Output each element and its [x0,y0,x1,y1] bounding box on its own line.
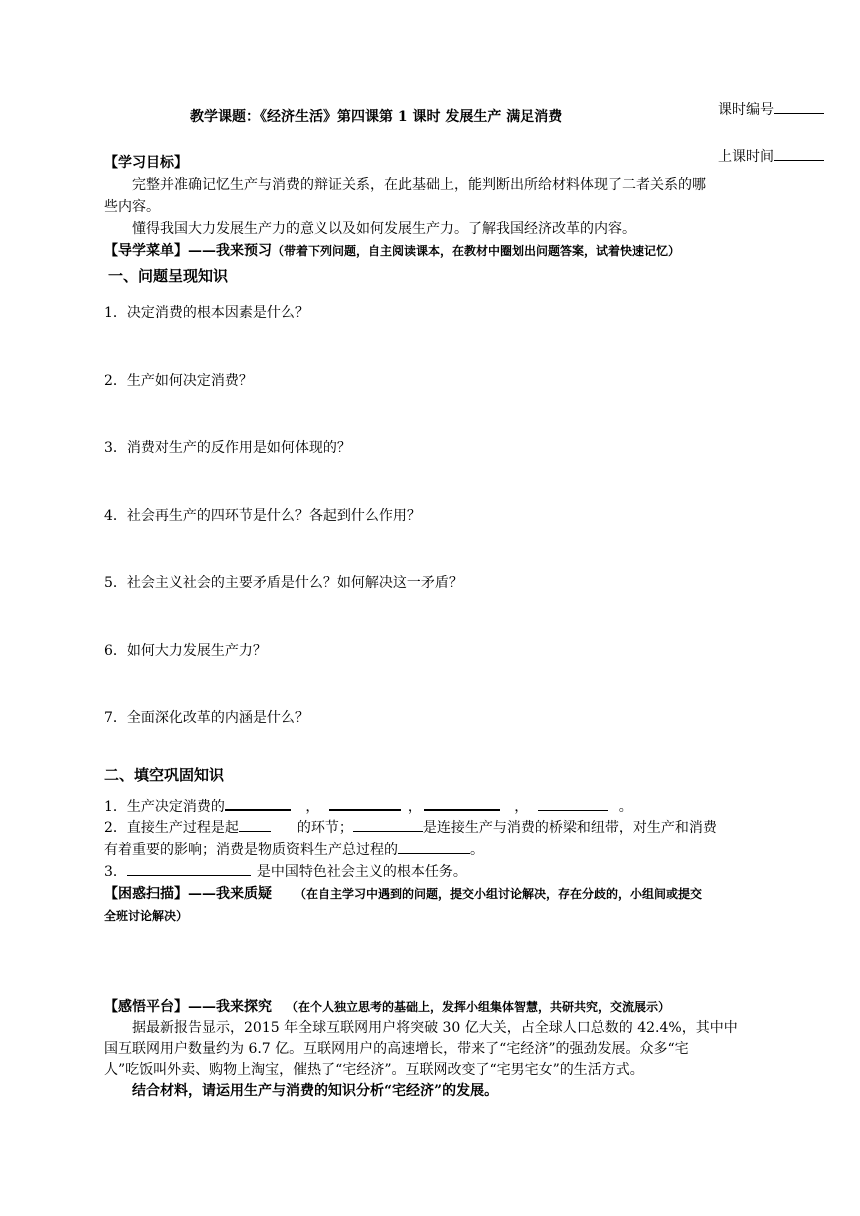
fill-in-3-blank[interactable] [127,861,251,876]
question-2: 2．生产如何决定消费？ [104,373,253,389]
fill-in-2-line-2 [104,839,484,859]
question-5: 5．社会主义社会的主要矛盾是什么？如何解决这一矛盾？ [104,575,463,591]
fill-in-2-blank-2[interactable] [353,817,423,832]
fill-in-1-prefix: 1．生产决定消费的 [104,799,225,815]
doubts-note-line-1: （在自主学习中遇到的问题，提交小组讨论解决，存在分歧的，小组间或提交 [294,887,703,901]
fill-in-3 [104,861,467,881]
fill-in-2-end: 。 [470,842,484,858]
objectives-paragraph-1-line-1: 完整并准确记忆生产与消费的辩证关系，在此基础上，能判断出所给材料体现了二者关系的哪 [132,177,706,193]
fill-in-3-prefix: 3． [104,864,127,880]
fill-in-2-text-a: 2．直接生产过程是起 [104,820,239,836]
guide-header [104,240,680,260]
question-7: 7．全面深化改革的内涵是什么？ [104,710,309,726]
insight-heading: 【感悟平台】——我来探究 [104,999,272,1015]
fill-in-1 [104,795,633,816]
fill-in-1-separator: ， [305,799,320,815]
section-2-heading: 二、填空巩固知识 [104,766,225,784]
objectives-heading: 【学习目标】 [104,155,188,171]
page-title: 教学课题：《经济生活》第四课第 1 课时 发展生产 满足消费 [190,109,563,125]
material-line-3: 人”吃饭叫外卖、购物上淘宝，催热了“宅经济”。互联网改变了“宅男宅女”的生活方式。 [104,1062,644,1078]
doubts-header [104,883,702,903]
lesson-time-field [718,146,824,166]
guide-note: （带着下列问题，自主阅读课本，在教材中圈划出问题答案，试着快速记忆） [272,244,681,258]
doubts-note-line-2: 全班讨论解决） [104,909,189,923]
fill-in-1-separator: ， [407,799,422,815]
fill-in-2-blank-1[interactable] [239,817,271,832]
lesson-number-blank[interactable] [774,99,824,114]
material-line-1: 据最新报告显示，2015 年全球互联网用户将突破 30 亿大关，占全球人口总数的 42.4%，其中中 [132,1020,738,1036]
objectives-paragraph-2: 懂得我国大力发展生产力的意义以及如何发展生产力。了解我国经济改革的内容。 [132,221,636,237]
fill-in-1-separator: ， [514,799,529,815]
fill-in-1-blank-4[interactable] [538,796,608,811]
section-1-heading: 一、问题呈现知识 [108,267,229,285]
question-1: 1．决定消费的根本因素是什么？ [104,305,309,321]
objectives-paragraph-1-line-2: 些内容。 [104,199,160,215]
lesson-time-label: 上课时间 [718,149,774,165]
fill-in-2-line-1 [104,817,717,837]
fill-in-2-blank-3[interactable] [398,839,470,854]
guide-heading: 【导学菜单】——我来预习 [104,243,272,259]
lesson-number-field [718,99,824,119]
fill-in-3-suffix: 是中国特色社会主义的根本任务。 [256,864,467,880]
fill-in-1-blank-2[interactable] [329,795,401,811]
fill-in-2-text-d: 有着重要的影响；消费是物质资料生产总过程的 [104,842,398,858]
lesson-number-label: 课时编号 [718,102,774,118]
fill-in-1-blank-1[interactable] [225,795,291,811]
fill-in-2-text-b: 的环节； [296,820,353,836]
question-4: 4．社会再生产的四环节是什么？各起到什么作用？ [104,508,421,524]
lesson-time-blank[interactable] [774,146,824,161]
fill-in-1-end: 。 [618,799,633,815]
insight-note: （在个人独立思考的基础上，发挥小组集体智慧，共研共究，交流展示） [286,1000,671,1014]
insight-task: 结合材料，请运用生产与消费的知识分析“宅经济”的发展。 [132,1083,499,1099]
question-6: 6．如何大力发展生产力？ [104,643,267,659]
fill-in-2-text-c: 是连接生产与消费的桥梁和纽带，对生产和消费 [422,820,717,836]
insight-header [104,996,670,1016]
material-line-2: 国互联网用户数量约为 6.7 亿。互联网用户的高速增长，带来了“宅经济”的强劲发展。众多“宅 [104,1041,689,1057]
question-3: 3．消费对生产的反作用是如何体现的？ [104,440,351,456]
doubts-heading: 【困惑扫描】——我来质疑 [104,886,272,902]
fill-in-1-blank-3[interactable] [424,795,500,811]
